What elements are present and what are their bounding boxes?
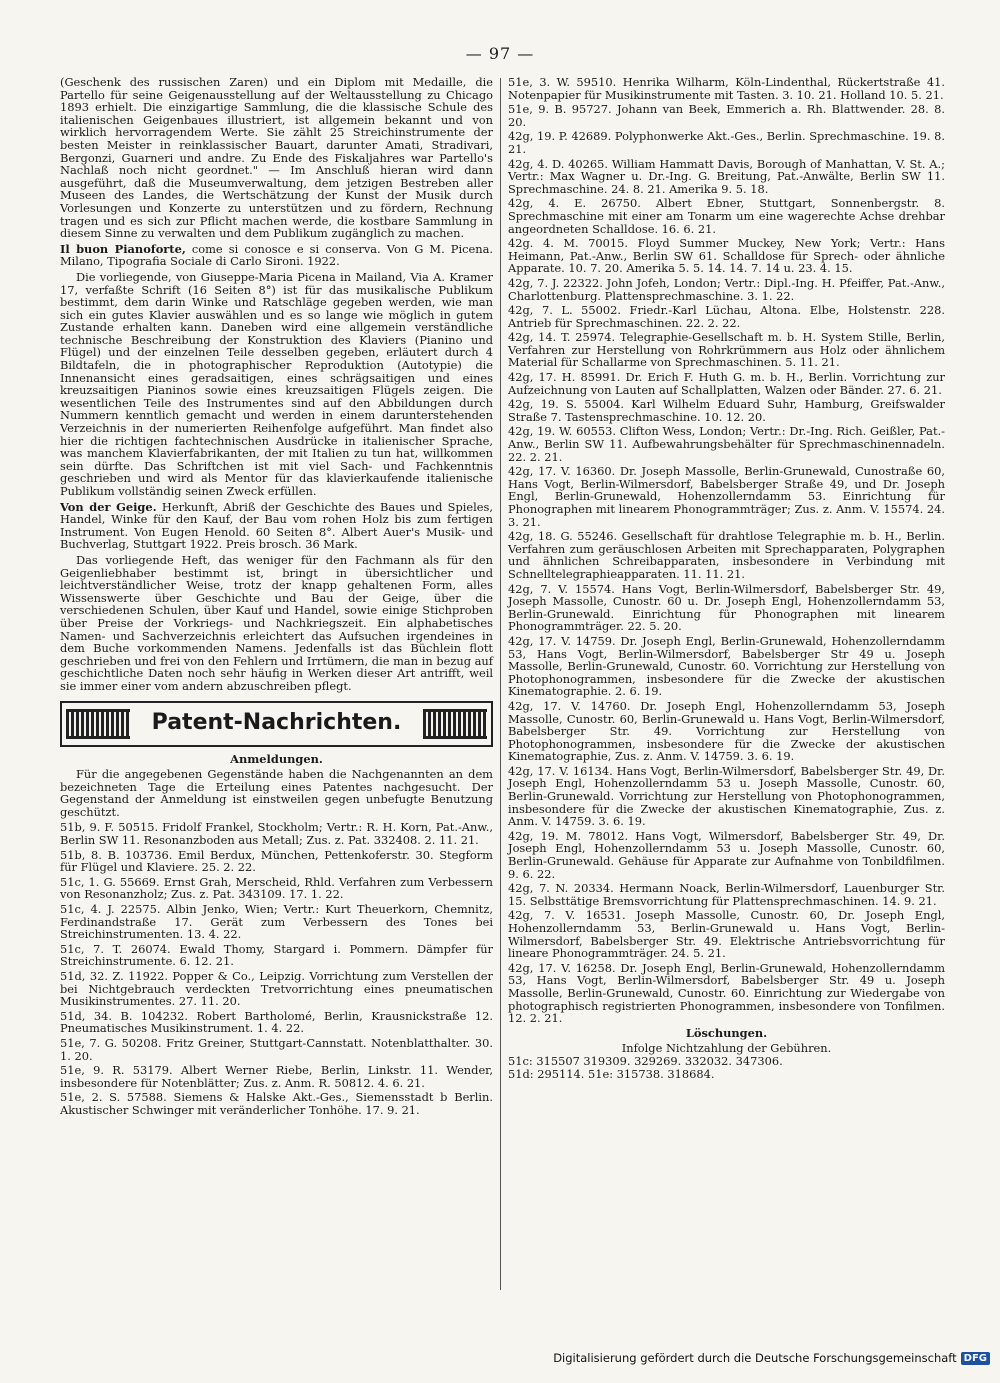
patent-entry: 51b, 9. F. 50515. Fridolf Frankel, Stockholm; Vertr.: R. H. Korn, Pat.-Anw., Berlin SW 11. Resonanzboden aus Metall; Zus. z. Pat. 332408. 2. 11. 21. — [60, 820, 493, 848]
patent-entry: 42g. 4. M. 70015. Floyd Summer Muckey, New York; Vertr.: Hans Heimann, Pat.-Anw., Berlin SW 61. Schalldose für Sprech- oder ähnliche Apparate. 10. 7. 20. Amerika 5. 5. 14. 14. 7. 14 u. 23. 4. 15. — [508, 236, 945, 276]
section-title: Patent-Nachrichten. — [151, 710, 402, 736]
column-divider — [500, 78, 501, 1290]
book-title: Von der Geige. — [60, 499, 157, 514]
subheading: Anmeldungen. — [230, 751, 323, 766]
paragraph: Il buon Pianoforte, come si conosce e si conserva. Von G M. Picena. Milano, Tipografia Sociale di Carlo Sironi. 1922. — [60, 241, 493, 269]
patent-entry: 42g, 17. V. 14760. Dr. Joseph Engl, Hohenzollerndamm 53, Joseph Massolle, Cunostr. 60, Berlin-Grunewald u. Hans Vogt, Berlin-Wilmersdorf, Babelsberger Str. 49. Vorrichtung zur Herstellung von Photophonogrammen, insbesondere für die Zwecke der akustischen Kinematographie, Zus. z. Anm. V. 14759. 3. 6. 19. — [508, 698, 945, 764]
patent-entry: 42g, 17. V. 16360. Dr. Joseph Massolle, Berlin-Grunewald, Cunostraße 60, Hans Vogt, Berlin-Wilmersdorf, Babelsberger Straße 49, und Dr. Joseph Engl, Berlin-Grunewald, Hohenzollerndamm 53. Einrichtung für Phonographen mit linearem Phonogrammträger; Zus. z. Anm. V. 15574. 24. 3. 21. — [508, 464, 945, 529]
paragraph: Für die angegebenen Gegenstände haben die Nachgenannten an dem bezeichneten Tage die Erteilung eines Patentes nachgesucht. Der Gegenstand der Anmeldung ist einstweilen gegen unbefugte Benutzung geschützt. — [60, 767, 493, 819]
left-column — [60, 76, 493, 1119]
patent-entry: 51c, 4. J. 22575. Albin Jenko, Wien; Vertr.: Kurt Theuerkorn, Chemnitz, Ferdinandstraße 17. Gerät zum Verbessern des Tones bei Streichinstrumenten. 13. 4. 22. — [60, 902, 493, 942]
patent-entry: 51e, 2. S. 57588. Siemens & Halske Akt.-Ges., Siemensstadt b Berlin. Akustischer Schwinger mit veränderlicher Tonhöhe. 17. 9. 21. — [60, 1090, 493, 1117]
patent-entry: 42g, 19. W. 60553. Clifton Wess, London; Vertr.: Dr.-Ing. Rich. Geißler, Pat.-Anw., Berlin SW 11. Aufbewahrungsbehälter für Sprechmaschinennadeln. 22. 2. 21. — [508, 424, 945, 464]
patent-entry: 51e, 3. W. 59510. Henrika Wilharm, Köln-Lindenthal, Rückertstraße 41. Notenpapier für Musikinstrumente mit Tasten. 3. 10. 21. Holland 10. 5. 21. — [508, 75, 945, 102]
right-column — [508, 76, 945, 1080]
patent-entry: 51e, 7. G. 50208. Fritz Greiner, Stuttgart-Cannstatt. Notenblatthalter. 30. 1. 20. — [60, 1035, 493, 1063]
patent-entry: 42g, 4. E. 26750. Albert Ebner, Stuttgart, Sonnenbergstr. 8. Sprechmaschine mit einer am Tonarm um eine wagerechte Achse drehbar angeordneten Schalldose. 16. 6. 21. — [508, 196, 945, 236]
dfg-logo-icon: DFG — [961, 1352, 990, 1365]
subheading: Löschungen. — [685, 1025, 768, 1040]
patent-entry: 51e, 9. B. 95727. Johann van Beek, Emmerich a. Rh. Blattwender. 28. 8. 20. — [508, 102, 945, 129]
patent-entry: 42g, 18. G. 55246. Gesellschaft für drahtlose Telegraphie m. b. H., Berlin. Verfahren zum geräuschlosen Arbeiten mit Sprechapparaten, Polygraphen und ähnlichen Schreibapparaten, insbesondere in Verbindung mit Schnelltelegraphieapparaten. 11. 11. 21. — [508, 529, 945, 581]
patent-entry: 42g, 4. D. 40265. William Hammatt Davis, Borough of Manhattan, V. St. A.; Vertr.: Max Wagner u. Dr.-Ing. G. Breitung, Pat.-Anwälte, Berlin SW 11. Sprechmaschine. 24. 8. 21. Amerika 9. 5. 18. — [508, 156, 945, 196]
paragraph: (Geschenk des russischen Zaren) und ein Diplom mit Medaille, die Partello für seine Geigenausstellung auf der Weltausstellung zu Chicago 1893 erhielt. Die einzigartige Sammlung, die die klassische Schule des italienischen Geigenbaues illustriert, ist allgemein bekannt und von wirklich hervorragendem Werte. Sie zählt 25 Streichinstrumente der besten Meister in reinklassischer Bauart, darunter Amati, Stradivari, Bergonzi, Guarneri und andre. Zu Ende des Fiskaljahres war Partello's Nachlaß noch nicht geordnet." — Im Anschluß hieran wird dann ausgeführt, daß die Museumverwaltung, dem jetzigen Bestreben aller Museen des Landes, die Wertschätzung der Kunst der Musik durch Vorlesungen und Konzerte zu unterstützen und zu fördern, Rechnung tragen und es sich zur Pflicht machen werde, die kostbare Sammlung in diesem Sinne zu verwalten und dem Publikum zugänglich zu machen. — [60, 75, 493, 241]
patent-entry: 42g, 17. V. 14759. Dr. Joseph Engl, Berlin-Grunewald, Hohenzollerndamm 53, Hans Vogt, Berlin-Wilmersdorf, Babelsberger Str 49 u. Joseph Massolle, Berlin-Grunewald, Cunostr. 60. Vorrichtung zur Herstellung von Photophonogrammen, insbesondere für die Zwecke der akustischen Kinematographie. 2. 6. 19. — [508, 633, 945, 699]
subheading-note: Infolge Nichtzahlung der Gebühren. — [621, 1041, 832, 1056]
footer-text: Digitalisierung gefördert durch die Deutsche Forschungsgemeinschaft — [553, 1351, 957, 1365]
paragraph: Das vorliegende Heft, das weniger für den Fachmann als für den Geigenliebhaber bestimmt ist, bringt in übersichtlicher und leichtverständlicher Weise, trotz der knapp gehaltenen Form, alles Wissenswerte über Geschichte und Bau der Geige, über die verschiedenen Schulen, über Kauf und Handel, sowie einige Stichproben über Preise der Vorkriegs- und Nachkriegszeit. Ein alphabetisches Namen- und Sachverzeichnis erleichtert das Aufsuchen irgendeines in dem Buche vorkommenden Namens. Jedenfalls ist das Büchlein flott geschrieben und frei von den Fehlern und Irrtümern, die man in bezug auf geschichtliche Daten noch sehr häufig in Werken dieser Art antrifft, weil sie immer einer vom andern abzuschreiben pflegt. — [60, 552, 493, 693]
paragraph: Die vorliegende, von Giuseppe-Maria Picena in Mailand, Via A. Kramer 17, verfaßte Schrift (16 Seiten 8°) ist für das musikalische Publikum bestimmt, dem darin Winke und Ratschläge gegeben werden, wie man sich ein gutes Klavier auswählen und es so lange wie möglich in gutem Zustande erhalten kann. Daneben wird eine allgemein verständliche technische Beschreibung der Konstruktion des Klaviers (Pianino und Flügel) und der einzelnen Teile desselben gegeben, erläutert durch 4 Bildtafeln, die in photographischer Reproduktion (Autotypie) die Innenansicht eines geradsaitigen, eines schrägsaitigen und eines kreuzsaitigen Pianinos sowie eines kreuzsaitigen Flügels zeigen. Die wesentlichen Teile des Instrumentes sind auf den Abbildungen durch Nummern kenntlich gemacht und werden in einem darunterstehenden Verzeichnis in der numerierten Reihenfolge aufgeführt. Man findet also hier die richtigen fachtechnischen Ausdrücke in italienischer Sprache, was manchem Klavierfabrikanten, der mit Italien zu tun hat, willkommen sein dürfte. Das Schriftchen ist mit viel Sach- und Fachkenntnis geschrieben und wird als Mentor für das klavierkaufende italienische Publikum vollständig seinen Zweck erfüllen. — [60, 269, 493, 498]
patent-entry: 42g, 7. L. 55002. Friedr.-Karl Lüchau, Altona. Elbe, Holstenstr. 228. Antrieb für Sprechmaschinen. 22. 2. 22. — [508, 303, 945, 330]
book-title: Il buon Pianoforte, — [60, 241, 186, 256]
patent-list-left — [60, 821, 493, 1116]
patent-entry: 51e, 9. R. 53179. Albert Werner Riebe, Berlin, Linkstr. 11. Wender, insbesondere für Notenblätter; Zus. z. Anm. R. 50812. 4. 6. 21. — [60, 1063, 493, 1090]
patent-entry: 42g, 7. J. 22322. John Jofeh, London; Vertr.: Dipl.-Ing. H. Pfeiffer, Pat.-Anw., Charlottenburg. Plattensprechmaschine. 3. 1. 22. — [508, 275, 945, 303]
patent-entry: 51c, 7. T. 26074. Ewald Thomy, Stargard i. Pommern. Dämpfer für Streichinstrumente. 6. 12. 21. — [60, 941, 493, 969]
patent-entry: 51b, 8. B. 103736. Emil Berdux, München, Pettenkoferstr. 30. Stegform für Flügel und Klaviere. 25. 2. 22. — [60, 847, 493, 875]
patent-entry: 51c, 1. G. 55669. Ernst Grah, Merscheid, Rhld. Verfahren zum Verbessern von Resonanzholz; Zus. z. Pat. 343109. 17. 1. 22. — [60, 874, 493, 902]
deletion-line: 51d: 295114. 51e: 315738. 318684. — [508, 1066, 715, 1081]
decorative-hatch-icon — [423, 709, 487, 739]
digitization-footer — [553, 1351, 990, 1365]
patent-entry: 42g, 19. P. 42689. Polyphonwerke Akt.-Ges., Berlin. Sprechmaschine. 19. 8. 21. — [508, 129, 945, 156]
patent-entry: 42g, 7. V. 15574. Hans Vogt, Berlin-Wilmersdorf, Babelsberger Str. 49, Joseph Massolle, Cunostr. 60 u. Dr. Joseph Engl, Hohenzollerndamm 53, Berlin-Grunewald. Einrichtung für Phonographen mit linearem Phonogrammträger. 22. 5. 20. — [508, 581, 945, 634]
patent-header-box — [60, 701, 493, 747]
patent-entry: 42g, 7. N. 20334. Hermann Noack, Berlin-Wilmersdorf, Lauenburger Str. 15. Selbsttätige Bremsvorrichtung für Plattensprechmaschinen. 14. 9. 21. — [508, 881, 945, 908]
patent-entry: 42g, 17. V. 16134. Hans Vogt, Berlin-Wilmersdorf, Babelsberger Str. 49, Dr. Joseph Engl, Hohenzollerndamm 53 u. Joseph Massolle, Cunostr. 60, Berlin-Grunewald. Vorrichtung zur Herstellung von Photophonogrammen, insbesondere für die Zwecke der akustischen Kinematographie, Zus. z. Anm. V. 14759. 3. 6. 19. — [508, 763, 945, 829]
patent-entry: 42g, 17. H. 85991. Dr. Erich F. Huth G. m. b. H., Berlin. Vorrichtung zur Aufzeichnung von Lauten auf Schallplatten, Walzen oder Bänder. 27. 6. 21. — [508, 370, 945, 397]
patent-entry: 42g, 14. T. 25974. Telegraphie-Gesellschaft m. b. H. System Stille, Berlin, Verfahren zur Herstellung von Rohrkrümmern aus Holz oder ähnlichem Material für Schallarme von Sprechmaschinen. 5. 11. 21. — [508, 330, 945, 370]
page-number: — 97 — — [465, 44, 535, 63]
paragraph: Von der Geige. Herkunft, Abriß der Geschichte des Baues und Spieles, Handel, Winke für den Kauf, der Bau vom rohen Holz bis zum fertigen Instrument. Von Eugen Henold. 60 Seiten 8°. Albert Auer's Musik- und Buchverlag, Stuttgart 1922. Preis brosch. 36 Mark. — [60, 499, 493, 552]
patent-entry: 42g, 17. V. 16258. Dr. Joseph Engl, Berlin-Grunewald, Hohenzollerndamm 53, Hans Vogt, Berlin-Wilmersdorf, Babelsberger Str. 49 u. Joseph Massolle, Berlin-Grunewald, Cunostr. 60. Einrichtung zur Wiedergabe von photographisch registrierten Phonogrammen, insbesondere von Tonfilmen. 12. 2. 21. — [508, 960, 945, 1026]
decorative-hatch-icon — [66, 709, 130, 739]
patent-entry: 51d, 34. B. 104232. Robert Bartholomé, Berlin, Krausnickstraße 12. Pneumatisches Musikinstrument. 1. 4. 22. — [60, 1008, 493, 1036]
deletion-line: 51c: 315507 319309. 329269. 332032. 347306. — [508, 1053, 783, 1068]
patent-entry: 42g, 19. S. 55004. Karl Wilhelm Eduard Suhr, Hamburg, Greifswalder Straße 7. Tastensprechmaschine. 10. 12. 20. — [508, 397, 945, 424]
patent-entry: 42g, 7. V. 16531. Joseph Massolle, Cunostr. 60, Dr. Joseph Engl, Hohenzollerndamm 53, Berlin-Grunewald u. Hans Vogt, Berlin-Wilmersdorf, Babelsberger Str. 49. Elektrische Antriebsvorrichtung für lineare Phonogrammträger. 24. 5. 21. — [508, 908, 945, 961]
patent-entry: 42g, 19. M. 78012. Hans Vogt, Wilmersdorf, Babelsberger Str. 49, Dr. Joseph Engl, Hohenzollerndamm 53 u. Joseph Massolle, Cunostr. 60, Berlin-Grunewald. Gehäuse für Apparate zur Aufnahme von Tonbildfilmen. 9. 6. 22. — [508, 828, 945, 881]
patent-entry: 51d, 32. Z. 11922. Popper & Co., Leipzig. Vorrichtung zum Verstellen der bei Nichtgebrauch verdeckten Tretvorrichtung eines pneumatischen Musikinstrumentes. 27. 11. 20. — [60, 969, 493, 1009]
